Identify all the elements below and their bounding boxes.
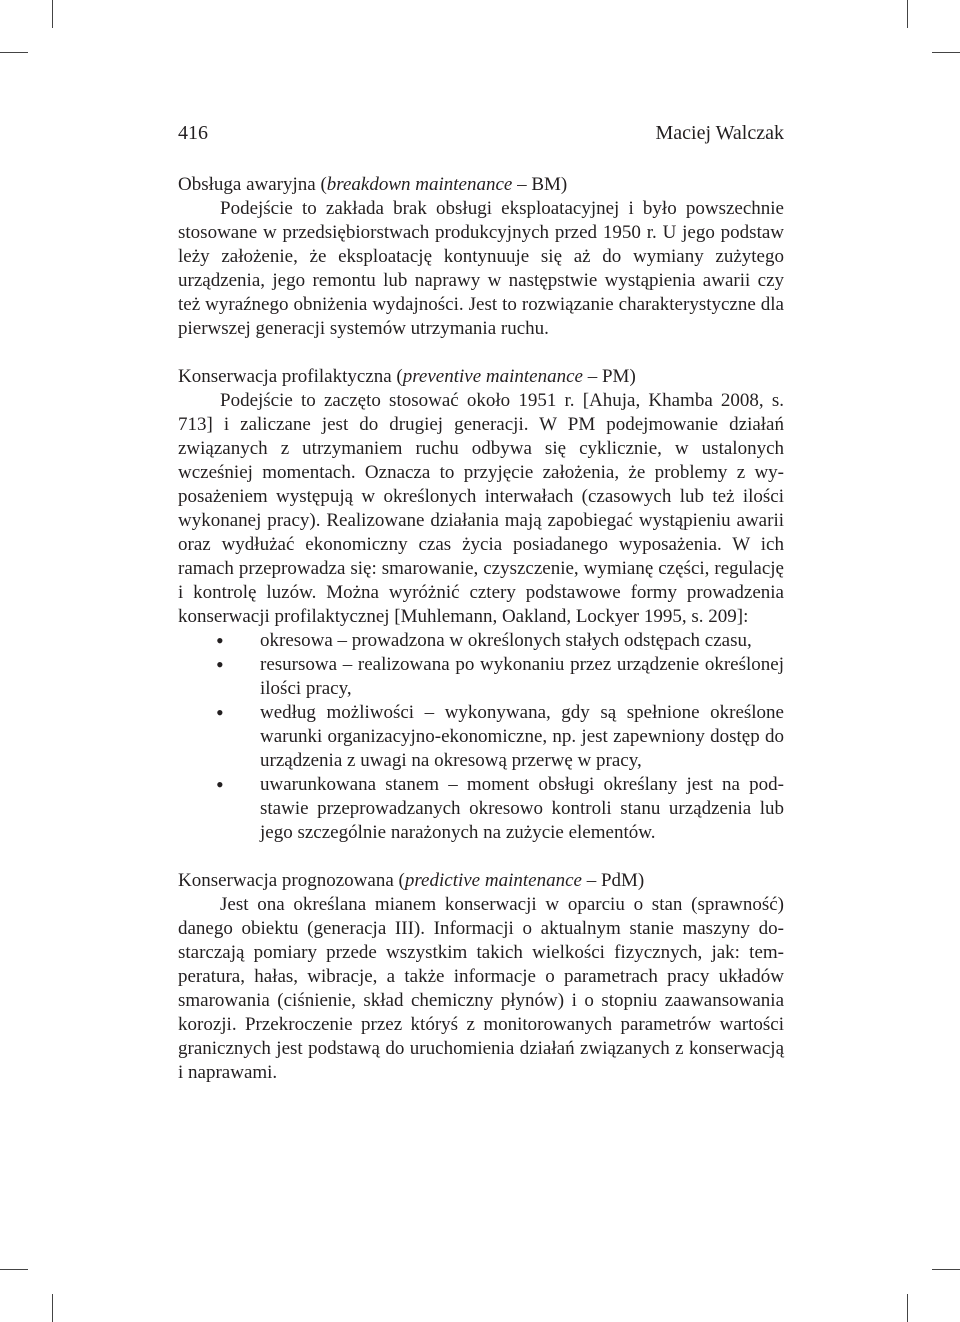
section-title-predictive: Konserwacja prognozowana (predictive maintenance – PdM)	[178, 870, 645, 891]
section-title-breakdown: Obsługa awaryjna (breakdown maintenance – BM)	[178, 174, 568, 195]
section-paragraph-breakdown: Podejście to zakłada brak obsługi eksploatacyjnej i było powszechnie stosowane w przedsiębiorstwach produkcyjnych przed 1950 r. U jego podstaw leży założenie, że eksploatację kontynuuje się aż do wymiany zużytego urządzenia, jego remontu lub naprawy w następstwie wystąpienia awarii czy też wyraźnego obniżenia wydajności. Jest to rozwiązanie charakterystyczne dla pierwszej generacji systemów utrzymania ruchu.	[178, 198, 784, 339]
list-item: • resursowa – realizowana po wykonaniu przez urządzenie określonej ilości pracy,	[178, 653, 784, 701]
crop-mark-bottom-right	[907, 1294, 908, 1322]
crop-mark-left-top	[0, 52, 28, 53]
maintenance-forms-list	[178, 629, 784, 845]
crop-mark-left-bottom	[0, 1269, 28, 1270]
section-paragraph-predictive: Jest ona określana mianem konserwacji w oparciu o stan (sprawność) danego obiektu (generacja III). Informacji o aktualnym stanie maszyny dostarczają pomiary przede wszystkim takich wielkości fizycznych, jak: temperatura, hałas, wibracje, a także informacje o parametrach pracy układów smarowania (ciśnienie, skład chemiczny płynów) i o stopniu zaawansowania korozji. Przekroczenie przez któryś z monitorowanych parametrów wartości granicznych jest podstawą do uruchomienia działań związanych z konserwacją i naprawami.	[178, 894, 784, 1083]
list-item: • uwarunkowana stanem – moment obsługi określany jest na podstawie przeprowadzanych okresowo kontroli stanu urządzenia lub jego szczególnie narażonych na zużycie elementów.	[178, 773, 784, 845]
page-body	[178, 173, 784, 1085]
list-item: • według możliwości – wykonywana, gdy są spełnione określone warunki organizacyjno-ekonomiczne, np. jest zapewniony dostęp do urządzenia z uwagi na okresową przerwę w pracy,	[178, 701, 784, 773]
page-number: 416	[178, 122, 208, 144]
crop-mark-right-top	[932, 52, 960, 53]
crop-mark-top-left	[52, 0, 53, 28]
crop-mark-right-bottom	[932, 1269, 960, 1270]
crop-mark-top-right	[907, 0, 908, 28]
list-item: • okresowa – prowadzona w określonych stałych odstępach czasu,	[178, 629, 784, 653]
section-paragraph-preventive: Podejście to zaczęto stosować około 1951 r. [Ahuja, Khamba 2008, s. 713] i zaliczane jest do drugiej generacji. W PM podejmowanie działań związanych z utrzymaniem ruchu odbywa się cyklicznie, w ustalonych wcześniej momentach. Oznacza to przyjęcie założenia, że problemy z wyposażeniem występują w określonych interwałach (czasowych lub też ilości wykonanej pracy). Realizowane działania mają zapobiegać wystąpieniu awarii oraz wydłużać ekonomiczny czas życia posiadanego wyposażenia. W ich ramach przeprowadza się: smarowanie, czyszczenie, wymianę części, regulację i kontrolę luzów. Można wyróżnić cztery podstawowe formy prowadzenia konserwacji profilaktycznej [Muhlemann, Oakland, Lockyer 1995, s. 209]:	[178, 390, 784, 627]
running-author: Maciej Walczak	[655, 122, 784, 144]
crop-mark-bottom-left	[52, 1294, 53, 1322]
section-title-preventive: Konserwacja profilaktyczna (preventive maintenance – PM)	[178, 366, 636, 387]
running-header	[178, 120, 784, 146]
